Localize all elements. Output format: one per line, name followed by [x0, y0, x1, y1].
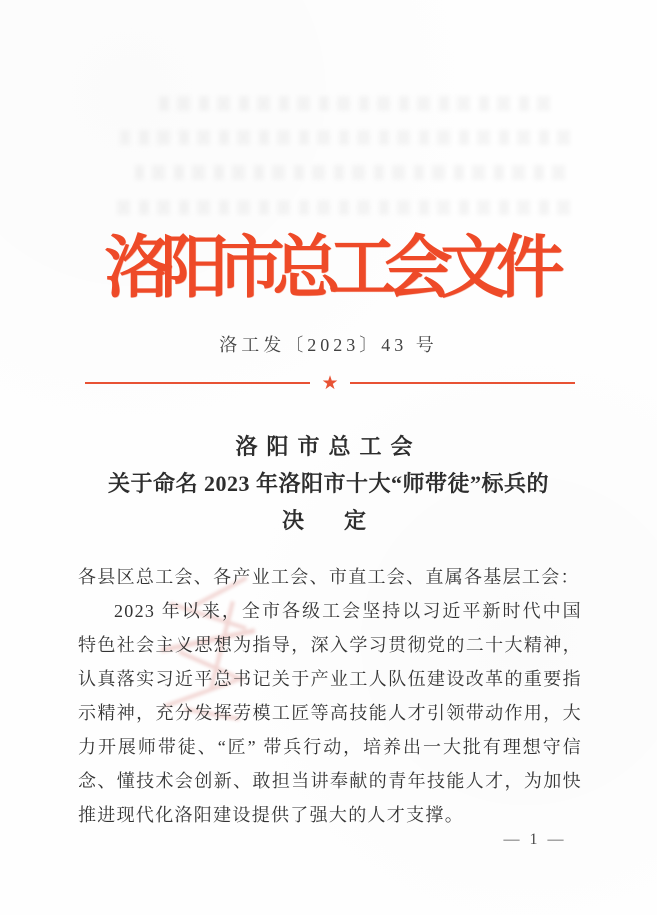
bleedthrough-decoration: [120, 130, 570, 145]
bleedthrough-decoration: [150, 96, 550, 111]
document-title: [0, 428, 657, 539]
salutation-line: 各县区总工会、各产业工会、市直工会、直属各基层工会：: [78, 567, 580, 587]
document-reference-number: 洛工发〔2023〕43 号: [219, 335, 438, 355]
body-paragraph: 2023 年以来，全市各级工会坚持以习近平新时代中国特色社会主义思想为指导，深入学习贯彻党的二十大精神，认真落实习近平总书记关于产业工人队伍建设改革的重要指示精神，充分发挥劳模工匠等高技能人才引领带动作用，大力开展师带徒、“匠” 带兵行动，培养出一大批有理想守信念、懂技术会创新、敢担当讲奉献的青年技能人才，为加快推进现代化洛阳建设提供了强大的人才支撑。: [78, 601, 582, 825]
red-letterhead-title: 洛阳市总工会文件: [104, 230, 553, 306]
document-body: [78, 560, 582, 832]
divider-line-left: [85, 382, 310, 384]
document-title-line-3: 决 定: [281, 508, 375, 533]
document-title-line-2: 关于命名 2023 年洛阳市十大“师带徒”标兵的: [107, 471, 549, 496]
page-number: — 1 —: [503, 831, 567, 848]
bleedthrough-decoration: [135, 165, 565, 180]
divider-line-right: [350, 382, 575, 384]
bleedthrough-decoration: [110, 200, 570, 215]
document-title-line-1: 洛阳市总工会: [235, 434, 422, 459]
star-icon: ★: [321, 372, 339, 394]
red-divider-rule: [85, 372, 575, 394]
